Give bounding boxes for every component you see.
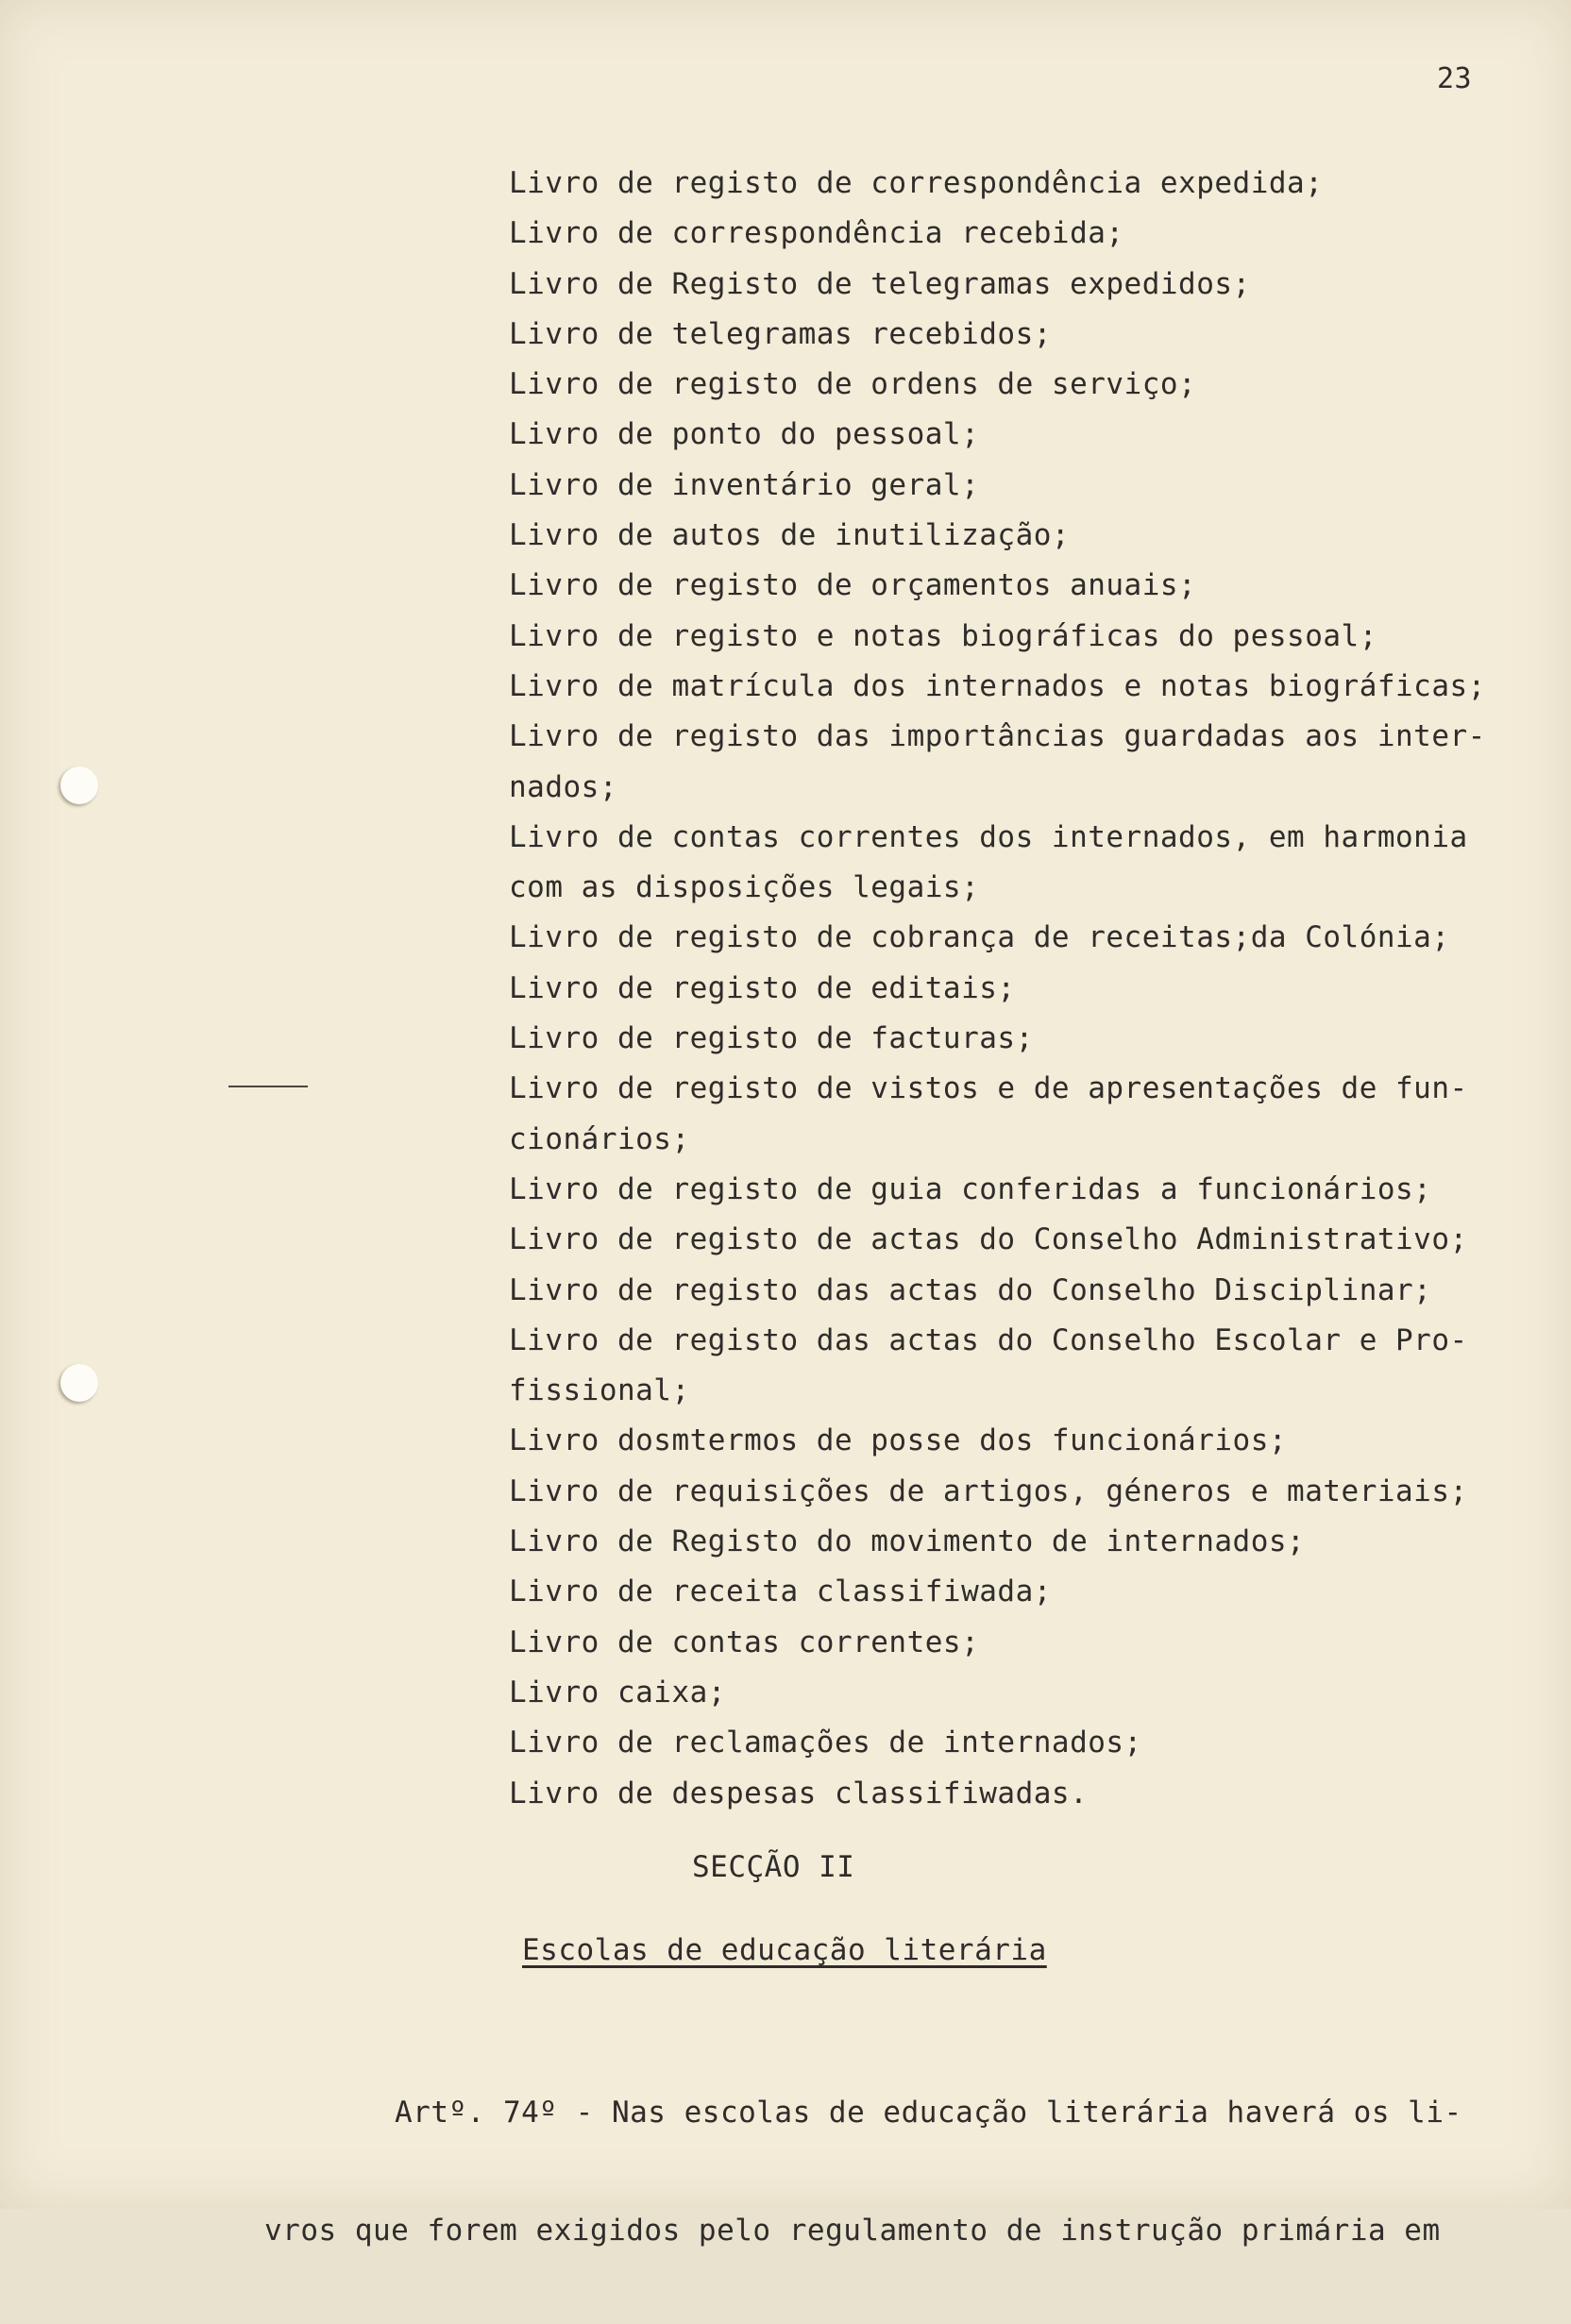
register-book-line: Livro de registo de vistos e de apresentações de fun- — [509, 1071, 1468, 1106]
register-book-line: Livro de registo de correspondência expedida; — [509, 166, 1324, 200]
register-book-line: Livro de receita classifiwada; — [509, 1575, 1052, 1609]
register-book-line: Livro de despesas classifiwadas. — [509, 1776, 1089, 1810]
register-book-line: Livro dosmtermos de posse dos funcionários; — [509, 1423, 1288, 1458]
punch-hole-top — [60, 766, 98, 804]
register-book-line: nados; — [509, 769, 617, 804]
register-book-line: Livro de autos de inutilização; — [509, 518, 1071, 553]
register-book-line: Livro de ponto do pessoal; — [509, 417, 980, 452]
register-book-line: Livro de registo de cobrança de receitas;da Colónia; — [509, 920, 1450, 955]
register-book-line: Livro de registo das actas do Conselho Disciplinar; — [509, 1272, 1432, 1307]
register-book-line: Livro de registo de guia conferidas a funcionários; — [509, 1171, 1432, 1206]
register-book-line: Livro de matrícula dos internados e notas biográficas; — [509, 668, 1486, 703]
register-book-line: Livro de registo de actas do Conselho Administrativo; — [509, 1222, 1468, 1257]
register-book-line: Livro de contas correntes; — [509, 1625, 980, 1659]
register-book-line: Livro de registo de ordens de serviço; — [509, 367, 1197, 402]
register-book-line: Livro de contas correntes dos internados, em harmonia — [509, 819, 1468, 854]
register-book-line: Livro de registo de orçamentos anuais; — [509, 568, 1197, 603]
register-book-line: com as disposições legais; — [509, 870, 980, 905]
register-book-line: Livro de correspondência recebida; — [509, 216, 1124, 251]
register-book-list — [509, 159, 1486, 1819]
register-book-line: Livro de registo das importâncias guardadas aos inter- — [509, 719, 1486, 754]
punch-hole-bottom — [60, 1364, 98, 1402]
register-book-line: Livro de Registo do movimento de internados; — [509, 1524, 1306, 1559]
register-book-line: fissional; — [509, 1373, 690, 1408]
register-book-line: Livro de inventário geral; — [509, 467, 980, 502]
register-book-line: Livro de registo de editais; — [509, 970, 1016, 1005]
article-paragraph — [264, 2020, 1462, 2324]
register-book-line: Livro de Registo de telegramas expedidos; — [509, 266, 1251, 301]
register-book-line: Livro de telegramas recebidos; — [509, 316, 1052, 351]
register-book-line: Livro de registo das actas do Conselho Escolar e Pro- — [509, 1322, 1468, 1357]
section-heading: SECÇÃO II — [692, 1850, 855, 1884]
page-number: 23 — [1437, 62, 1473, 95]
register-book-line: Livro de registo e notas biográficas do pessoal; — [509, 618, 1377, 653]
margin-mark — [228, 1086, 308, 1087]
register-book-line: Livro de reclamações de internados; — [509, 1726, 1142, 1760]
section-subtitle: Escolas de educação literária — [522, 1933, 1047, 1967]
register-book-line: Livro de registo de facturas; — [509, 1021, 1034, 1056]
register-book-line: Livro caixa; — [509, 1675, 726, 1709]
register-book-line: cionários; — [509, 1121, 690, 1156]
article-line: Artº. 74º - Nas escolas de educação literária haverá os li- — [395, 2096, 1462, 2130]
article-line: vros que forem exigidos pelo regulamento de instrução primária em — [264, 2214, 1441, 2248]
register-book-line: Livro de requisições de artigos, géneros e materiais; — [509, 1474, 1468, 1508]
